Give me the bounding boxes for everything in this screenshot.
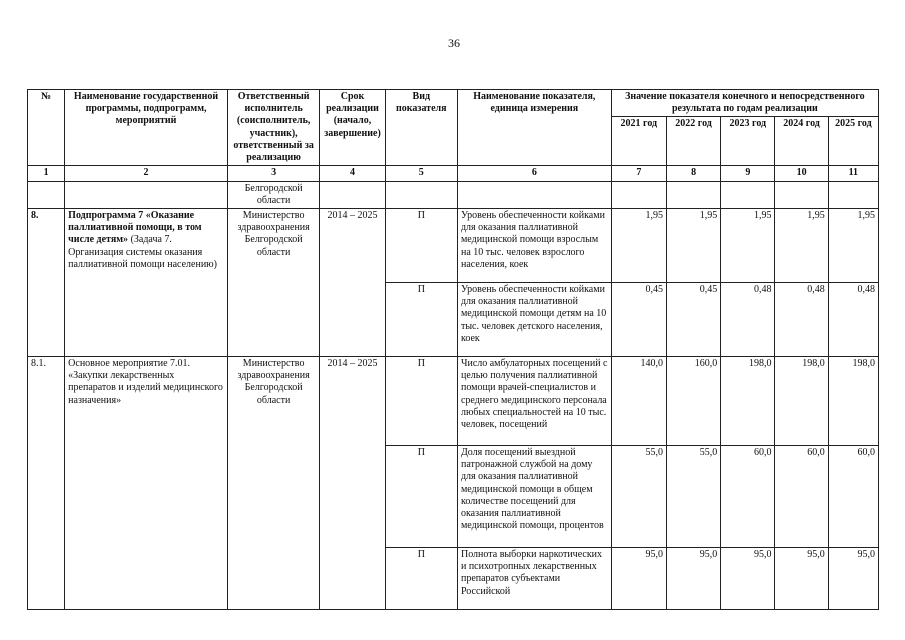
value-2022: 95,0 (666, 547, 720, 609)
value-2022: 160,0 (666, 356, 720, 445)
header-year-2025: 2025 год (828, 117, 878, 166)
page-number: 36 (448, 36, 460, 50)
header-term: Срок реализации (начало, завершение) (320, 90, 385, 166)
header-year-2024: 2024 год (775, 117, 828, 166)
value-2024: 198,0 (775, 356, 828, 445)
executor-cell: Министерство здравоохранения Белгородской области (227, 356, 319, 609)
header-values-group: Значение показателя конечного и непосредственного результата по годам реализации (611, 90, 878, 117)
value-2024: 0,48 (775, 282, 828, 356)
row-number: 8.1. (28, 356, 65, 609)
value-2021: 140,0 (611, 356, 666, 445)
value-2022: 55,0 (666, 445, 720, 547)
column-index: 11 (828, 166, 878, 181)
value-2023: 1,95 (721, 208, 775, 282)
executor-cell: Белгородской области (227, 181, 319, 208)
header-year-2023: 2023 год (721, 117, 775, 166)
value-2021: 55,0 (611, 445, 666, 547)
value-2025: 95,0 (828, 547, 878, 609)
indicators-table (27, 89, 879, 610)
table-row (28, 356, 879, 445)
value-2021: 1,95 (611, 208, 666, 282)
value-2024: 95,0 (775, 547, 828, 609)
column-index: 3 (227, 166, 319, 181)
value-2023: 95,0 (721, 547, 775, 609)
column-index: 4 (320, 166, 385, 181)
term-cell: 2014 – 2025 (320, 208, 385, 356)
column-index: 5 (385, 166, 457, 181)
indicator-name: Уровень обеспеченности койками для оказания паллиативной медицинской помощи взрослым на 10 тыс. человек взрослого населения, коек (457, 208, 611, 282)
header-no: № (28, 90, 65, 166)
value-2021: 95,0 (611, 547, 666, 609)
indicator-name: Доля посещений выездной патронажной службой на дому для оказания паллиативной медицинской помощи в общем количестве посещений для оказания паллиативной медицинской помощи, процентов (457, 445, 611, 547)
executor-cell: Министерство здравоохранения Белгородской области (227, 208, 319, 356)
program-name-cell (65, 208, 228, 356)
value-2025: 0,48 (828, 282, 878, 356)
indicator-name: Полнота выборки наркотических и психотропных лекарственных препаратов субъектами Российской (457, 547, 611, 609)
header-program-name: Наименование государственной программы, подпрограмм, мероприятий (65, 90, 228, 166)
header-indicator-type: Вид показателя (385, 90, 457, 166)
value-2022: 1,95 (666, 208, 720, 282)
indicator-name: Число амбулаторных посещений с целью получения паллиативной помощи врачей-специалистов и среднего медицинского персонала любых специальностей на 10 тыс. человек, посещений (457, 356, 611, 445)
header-year-2022: 2022 год (666, 117, 720, 166)
value-2023: 60,0 (721, 445, 775, 547)
row-number: 8. (28, 208, 65, 356)
header-indicator-name: Наименование показателя, единица измерения (457, 90, 611, 166)
value-2025: 1,95 (828, 208, 878, 282)
value-2024: 60,0 (775, 445, 828, 547)
indicator-type: П (385, 282, 457, 356)
column-index: 7 (611, 166, 666, 181)
column-index: 2 (65, 166, 228, 181)
column-index: 1 (28, 166, 65, 181)
value-2024: 1,95 (775, 208, 828, 282)
header-executor: Ответственный исполнитель (соисполнитель, участник), ответственный за реализацию (227, 90, 319, 166)
value-2022: 0,45 (666, 282, 720, 356)
value-2025: 198,0 (828, 356, 878, 445)
column-index: 10 (775, 166, 828, 181)
header-year-2021: 2021 год (611, 117, 666, 166)
subprogram-task: (Задача 7. Организация системы оказания паллиативной помощи населению) (68, 234, 217, 270)
table-row (28, 181, 879, 208)
value-2025: 60,0 (828, 445, 878, 547)
column-index: 6 (457, 166, 611, 181)
indicator-type: П (385, 547, 457, 609)
column-index-row (28, 166, 879, 181)
subprogram-title: Подпрограмма 7 «Оказание паллиативной помощи, в том числе детям» (68, 209, 202, 246)
indicator-type: П (385, 356, 457, 445)
value-2023: 198,0 (721, 356, 775, 445)
header-row (28, 90, 879, 117)
value-2021: 0,45 (611, 282, 666, 356)
column-index: 8 (666, 166, 720, 181)
indicator-type: П (385, 208, 457, 282)
table-row (28, 208, 879, 282)
column-index: 9 (721, 166, 775, 181)
value-2023: 0,48 (721, 282, 775, 356)
indicator-name: Уровень обеспеченности койками для оказания паллиативной медицинской помощи детям на 10 тыс. человек детского населения, коек (457, 282, 611, 356)
indicator-type: П (385, 445, 457, 547)
term-cell: 2014 – 2025 (320, 356, 385, 609)
program-name-cell: Основное мероприятие 7.01. «Закупки лекарственных препаратов и изделий медицинского назначения» (65, 356, 228, 609)
